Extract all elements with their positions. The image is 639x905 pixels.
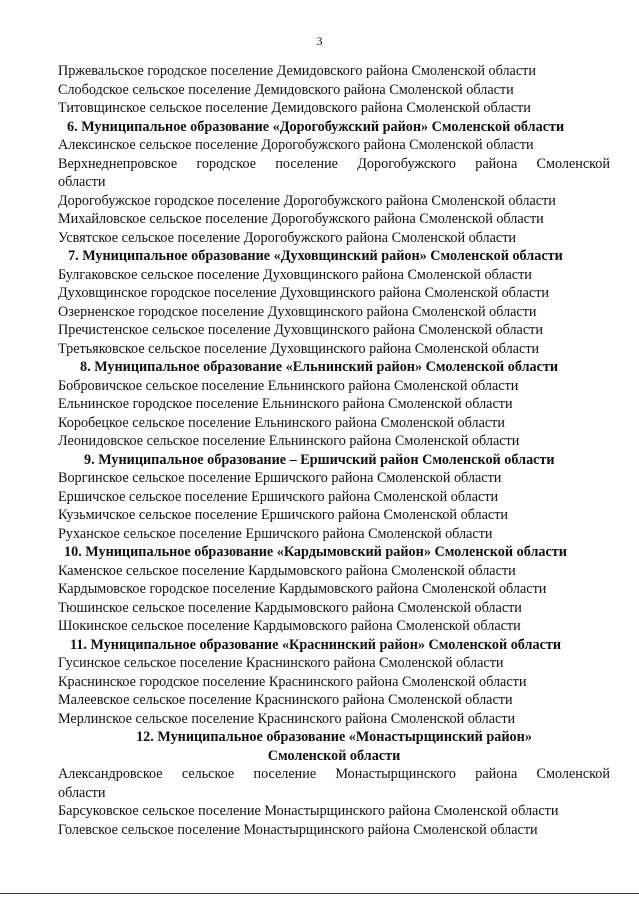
list-item: Каменское сельское поселение Кардымовского района Смоленской области [58,562,516,579]
document-body [58,62,610,839]
list-item: Духовщинское городское поселение Духовщинского района Смоленской области [58,285,550,301]
list-item: Бобровичское сельское поселение Ельнинского района Смоленской области [58,377,519,394]
list-item: Слободское сельское поселение Демидовского района Смоленской области [58,81,514,98]
list-item: Усвятское сельское поселение Дорогобужского района Смоленской области [58,229,517,246]
list-item: Михайловское сельское поселение Дорогобужского района Смоленской области [58,211,544,227]
list-item: Александровское сельское поселение Монастырщинского района Смоленской [58,766,610,782]
list-item: Мерлинское сельское поселение Краснинского района Смоленской области [58,710,516,727]
list-item: Барсуковское сельское поселение Монастырщинского района Смоленской области [58,803,559,819]
list-item: Кардымовское городское поселение Кардымовского района Смоленской области [58,581,547,597]
section-heading-6: 6. Муниципальное образование «Дорогобужский район» Смоленской области [67,118,565,135]
list-item: Тюшинское сельское поселение Кардымовского района Смоленской области [58,599,522,616]
bottom-divider [0,893,639,894]
list-item: Верхнеднепровское городское поселение Дорогобужского района Смоленской [58,155,610,172]
list-item: Шокинское сельское поселение Кардымовского района Смоленской области [58,618,521,634]
list-item: Малеевское сельское поселение Краснинского района Смоленской области [58,692,513,708]
section-heading-7: 7. Муниципальное образование «Духовщинский район» Смоленской области [68,248,563,264]
list-item: Титовщинское сельское поселение Демидовского района Смоленской области [58,100,531,116]
list-item: Пржевальское городское поселение Демидовского района Смоленской области [58,63,536,79]
list-item: Озерненское городское поселение Духовщинского района Смоленской области [58,303,537,320]
list-item: Алексинское сельское поселение Дорогобужского района Смоленской области [58,137,534,153]
list-item: Дорогобужское городское поселение Дорогобужского района Смоленской области [58,192,556,209]
section-heading-12: 12. Муниципальное образование «Монастырщинский район» [136,729,532,745]
list-item-continuation: области [58,174,106,190]
section-heading-12-continuation: Смоленской области [267,747,401,764]
list-item: Краснинское городское поселение Краснинского района Смоленской области [58,673,527,690]
list-item: Ершичское сельское поселение Ершичского района Смоленской области [58,488,499,505]
list-item: Воргинское сельское поселение Ершичского района Смоленской области [58,470,502,486]
list-item-continuation: области [58,784,106,801]
list-item: Коробецкое сельское поселение Ельнинского района Смоленской области [58,414,505,431]
section-heading-10: 10. Муниципальное образование «Кардымовский район» Смоленской области [64,544,567,560]
list-item: Гусинское сельское поселение Краснинского района Смоленской области [58,655,504,671]
section-heading-8: 8. Муниципальное образование «Ельнинский район» Смоленской области [80,359,559,375]
page-number: 3 [316,34,323,48]
section-heading-11: 11. Муниципальное образование «Краснинский район» Смоленской области [70,636,562,653]
list-item: Голевское сельское поселение Монастырщинского района Смоленской области [58,821,538,838]
list-item: Ельнинское городское поселение Ельнинского района Смоленской области [58,396,513,412]
section-heading-9: 9. Муниципальное образование – Ершичский район Смоленской области [84,451,555,468]
list-item: Леонидовское сельское поселение Ельнинского района Смоленской области [58,433,520,449]
list-item: Пречистенское сельское поселение Духовщинского района Смоленской области [58,322,543,338]
list-item: Руханское сельское поселение Ершичского района Смоленской области [58,525,493,542]
list-item: Третьяковское сельское поселение Духовщинского района Смоленской области [58,340,540,357]
list-item: Кузьмичское сельское поселение Ершичского района Смоленской области [58,507,508,523]
list-item: Булгаковское сельское поселение Духовщинского района Смоленской области [58,266,532,283]
